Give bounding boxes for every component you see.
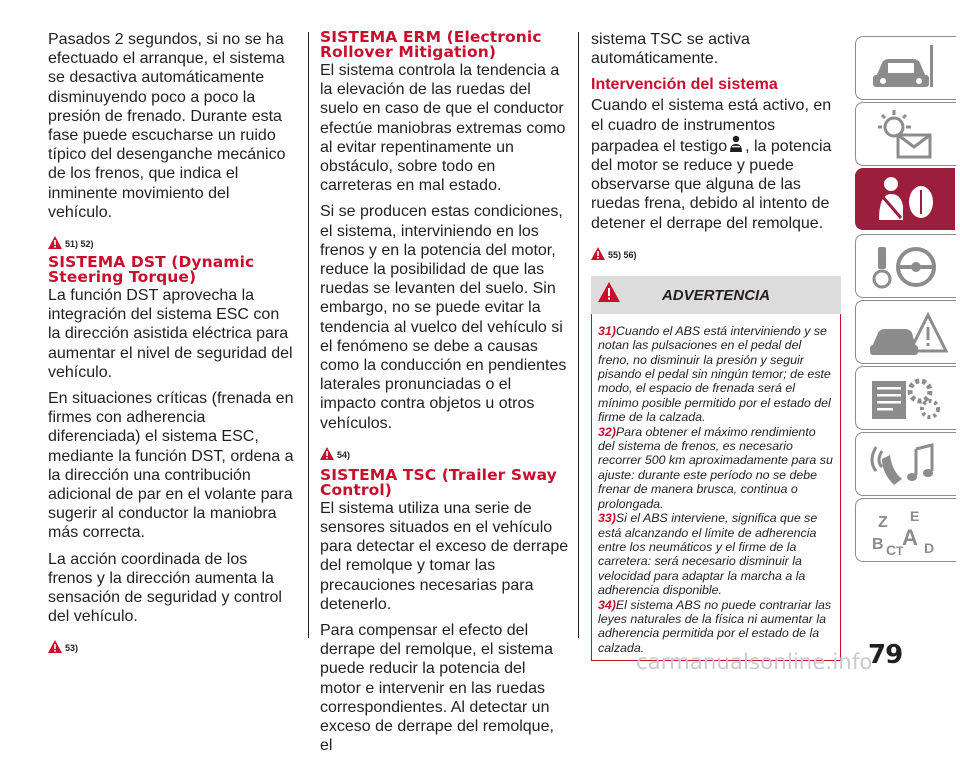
warning-reference bbox=[48, 229, 296, 249]
tab-warning-lights[interactable] bbox=[855, 102, 956, 166]
warning-item: 32)Para obtener el máximo rendimiento del sistema de frenos, es necesario recorrer 500 km aproximadamente para su ajuste: durante este período no se debe frenar de manera brusca, continua o prolongada. bbox=[598, 424, 833, 511]
index-letter: E bbox=[910, 508, 920, 524]
index-letter: Z bbox=[878, 514, 888, 531]
column-left bbox=[48, 30, 296, 659]
breakdown-triangle-icon bbox=[868, 305, 948, 359]
warning-reference bbox=[48, 633, 296, 653]
multimedia-music-icon bbox=[868, 437, 948, 491]
paragraph: Cuando el sistema está activo, en el cuadro de instrumentos parpadea el testigo , la potencia del motor se reduce y puede observarse que alguna de las ruedas frena, debido al intento de detener el derrape del remolque. bbox=[591, 97, 832, 232]
tab-safety[interactable] bbox=[855, 168, 955, 230]
column-right bbox=[591, 30, 841, 661]
column-divider bbox=[578, 32, 579, 638]
warning-reference bbox=[591, 240, 841, 260]
paragraph: El sistema controla la tendencia a la elevación de las ruedas del suelo en caso de que el conductor efectúe maniobras extremas como al evitar repentinamente un obstáculo, sobre todo en carreteras en mal estado. bbox=[320, 62, 566, 195]
paragraph: La acción coordinada de los frenos y la dirección aumenta la sensación de seguridad y control del vehículo. bbox=[48, 550, 282, 626]
car-dashboard-icon bbox=[868, 41, 948, 95]
page-number: 79 bbox=[868, 640, 903, 670]
index-letter: B bbox=[872, 536, 884, 553]
reference-number: 51) 52) bbox=[65, 239, 94, 250]
warning-box-title: ADVERTENCIA bbox=[661, 286, 771, 304]
alphabetical-index-icon bbox=[868, 503, 948, 557]
column-divider bbox=[308, 32, 309, 638]
warning-item: 34)El sistema ABS no puede contrariar las leyes naturales de la física ni aumentar la adherencia permitida por el estado de la calzada. bbox=[598, 597, 832, 655]
tab-multimedia[interactable] bbox=[855, 432, 956, 496]
reference-number: 54) bbox=[337, 449, 351, 460]
index-letter: D bbox=[924, 540, 935, 556]
trailer-sway-warning-light-icon bbox=[728, 135, 744, 153]
section-heading-tsc: SISTEMA TSC (Trailer Sway Control) bbox=[320, 465, 557, 499]
paragraph: Si se producen estas condiciones, el sistema, interviniendo en los frenos y en la potencia del motor, reduce la posibilidad de que las ruedas se levanten del suelo. Sin embargo, no se puede evitar la tendencia al vuelco del vehículo si el fenómeno se debe a causas como la conducción en pendientes laterales pronunciadas o el impacto contra objetos u otros vehículos. bbox=[320, 203, 567, 432]
paragraph: La función DST aprovecha la integración del sistema ESC con la dirección asistida eléctrica para aumentar el nivel de seguridad del vehículo. bbox=[48, 287, 293, 381]
paragraph: Para compensar el efecto del derrape del remolque, el sistema puede reducir la potencia del motor e intervenir en las ruedas correspondientes. Al detectar un exceso de derrape del remolque, el bbox=[320, 622, 554, 755]
warning-lights-icon bbox=[868, 107, 948, 161]
warning-triangle-icon bbox=[320, 447, 334, 460]
warning-box-body bbox=[591, 314, 841, 661]
watermark: carmanualsonline.info bbox=[636, 650, 873, 674]
index-letter: C bbox=[886, 542, 897, 557]
index-letter: A bbox=[902, 525, 918, 550]
tab-maintenance[interactable] bbox=[855, 366, 956, 430]
section-heading-dst: SISTEMA DST (Dynamic Steering Torque) bbox=[48, 253, 255, 287]
reference-number: 53) bbox=[65, 643, 79, 654]
tab-dashboard[interactable] bbox=[855, 36, 956, 100]
tab-index[interactable] bbox=[855, 498, 956, 562]
tab-emergency[interactable] bbox=[855, 300, 956, 364]
paragraph: El sistema utiliza una serie de sensores situados en el vehículo para detectar el exceso de derrape del remolque y tomar las precauciones necesarias para detenerlo. bbox=[320, 499, 569, 613]
index-letter: T bbox=[896, 544, 904, 557]
subheading-intervention: Intervención del sistema bbox=[591, 76, 778, 94]
warning-box-header bbox=[591, 276, 841, 314]
key-steering-icon bbox=[868, 239, 948, 293]
paragraph: sistema TSC se activa automáticamente. bbox=[591, 31, 750, 68]
section-heading-erm: SISTEMA ERM (Electronic Rollover Mitigation) bbox=[320, 28, 542, 61]
warning-item: 31)Cuando el ABS está interviniendo y se notan las pulsaciones en el pedal del freno, no disminuir la presión y seguir pisando el pedal sin ningún temor; de este modo, el espacio de frenada será el mínimo posible permitido por el estado del firme de la calzada. bbox=[598, 323, 831, 425]
warning-triangle-icon bbox=[48, 236, 62, 249]
reference-number: 55) 56) bbox=[608, 249, 637, 260]
warning-reference bbox=[320, 440, 570, 460]
paragraph: Pasados 2 segundos, si no se ha efectuado el arranque, el sistema se desactiva automáticamente disminuyendo poco a poco la presión de frenado. Durante esta fase puede escucharse un ruido típico del desenganche mecánico de los frenos, que indica el inminente movimiento del vehículo. bbox=[48, 31, 286, 221]
seatbelt-airbag-icon bbox=[867, 172, 947, 226]
tab-starting-driving[interactable] bbox=[855, 234, 956, 298]
warning-triangle-icon bbox=[591, 247, 605, 260]
maintenance-gears-icon bbox=[868, 371, 948, 425]
paragraph: En situaciones críticas (frenada en firmes con adherencia diferenciada) el sistema ESC, mediante la función DST, ordena a la dirección una contribución adicional de par en el volante para sugerir al conductor la maniobra más correcta. bbox=[48, 390, 294, 542]
column-middle bbox=[320, 30, 570, 763]
warning-triangle-icon bbox=[48, 640, 62, 653]
warning-item: 33)Si el ABS interviene, significa que se está alcanzando el límite de adherencia entre los neumáticos y el firme de la carretera: será necesario disminuir la velocidad para adaptar la marcha a la adherencia disponible. bbox=[598, 511, 818, 598]
